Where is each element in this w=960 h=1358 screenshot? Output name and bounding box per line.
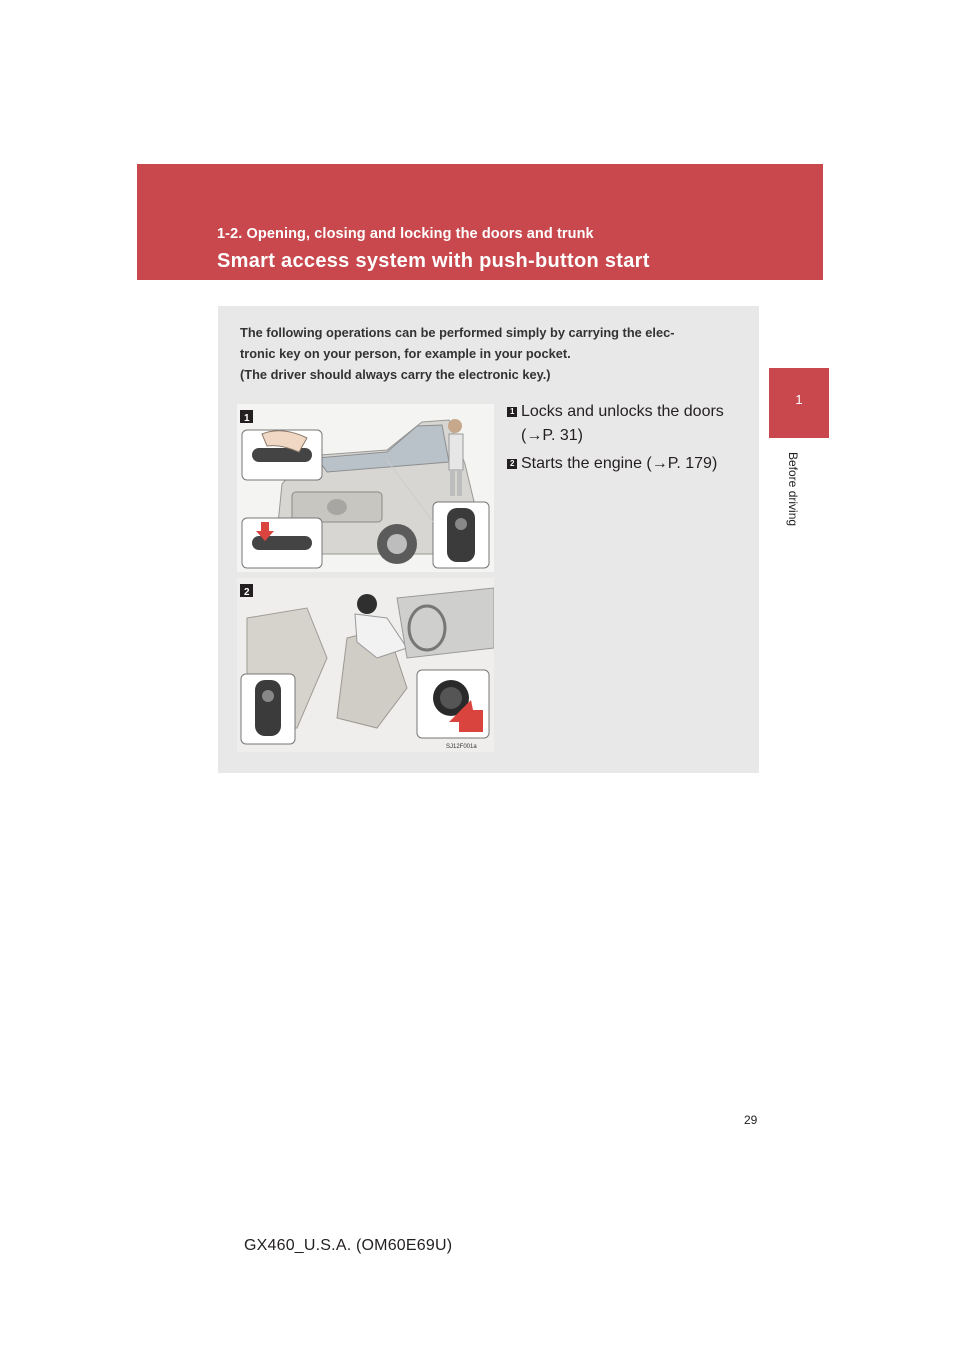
list-item-1	[507, 400, 724, 448]
chapter-number: 1	[795, 392, 803, 407]
item-1-text: Locks and unlocks the doors	[521, 403, 724, 420]
section-label: 1-2. Opening, closing and locking the doors and trunk	[217, 226, 594, 242]
page-number: 29	[744, 1113, 758, 1127]
chapter-label	[786, 452, 808, 552]
item-1-ref[interactable]: (→P. 31)	[521, 427, 583, 444]
panel-2-illustration	[237, 578, 494, 752]
chapter-tab[interactable]	[769, 368, 829, 438]
list-item-2	[507, 452, 717, 476]
chapter-label-text: Before driving	[786, 452, 800, 527]
panel-2-badge-label: 2	[244, 587, 250, 598]
page-title: Smart access system with push-button start	[217, 250, 650, 272]
panel-1-illustration	[237, 404, 494, 572]
illustration-figure	[237, 404, 494, 752]
item-2-badge: 2	[507, 459, 517, 469]
intro-line-1: The following operations can be performed simply by carrying the elec-	[240, 325, 675, 340]
intro-line-2: tronic key on your person, for example in your pocket.	[240, 346, 571, 361]
intro-text	[240, 322, 750, 385]
panel-1-badge-label: 1	[244, 413, 250, 424]
footer-model-code: GX460_U.S.A. (OM60E69U)	[244, 1237, 453, 1254]
item-2-text[interactable]: Starts the engine (→P. 179)	[521, 455, 718, 472]
item-1-badge: 1	[507, 407, 517, 417]
intro-line-3: (The driver should always carry the electronic key.)	[240, 367, 551, 382]
figure-code: SJ12F001a	[446, 744, 477, 750]
